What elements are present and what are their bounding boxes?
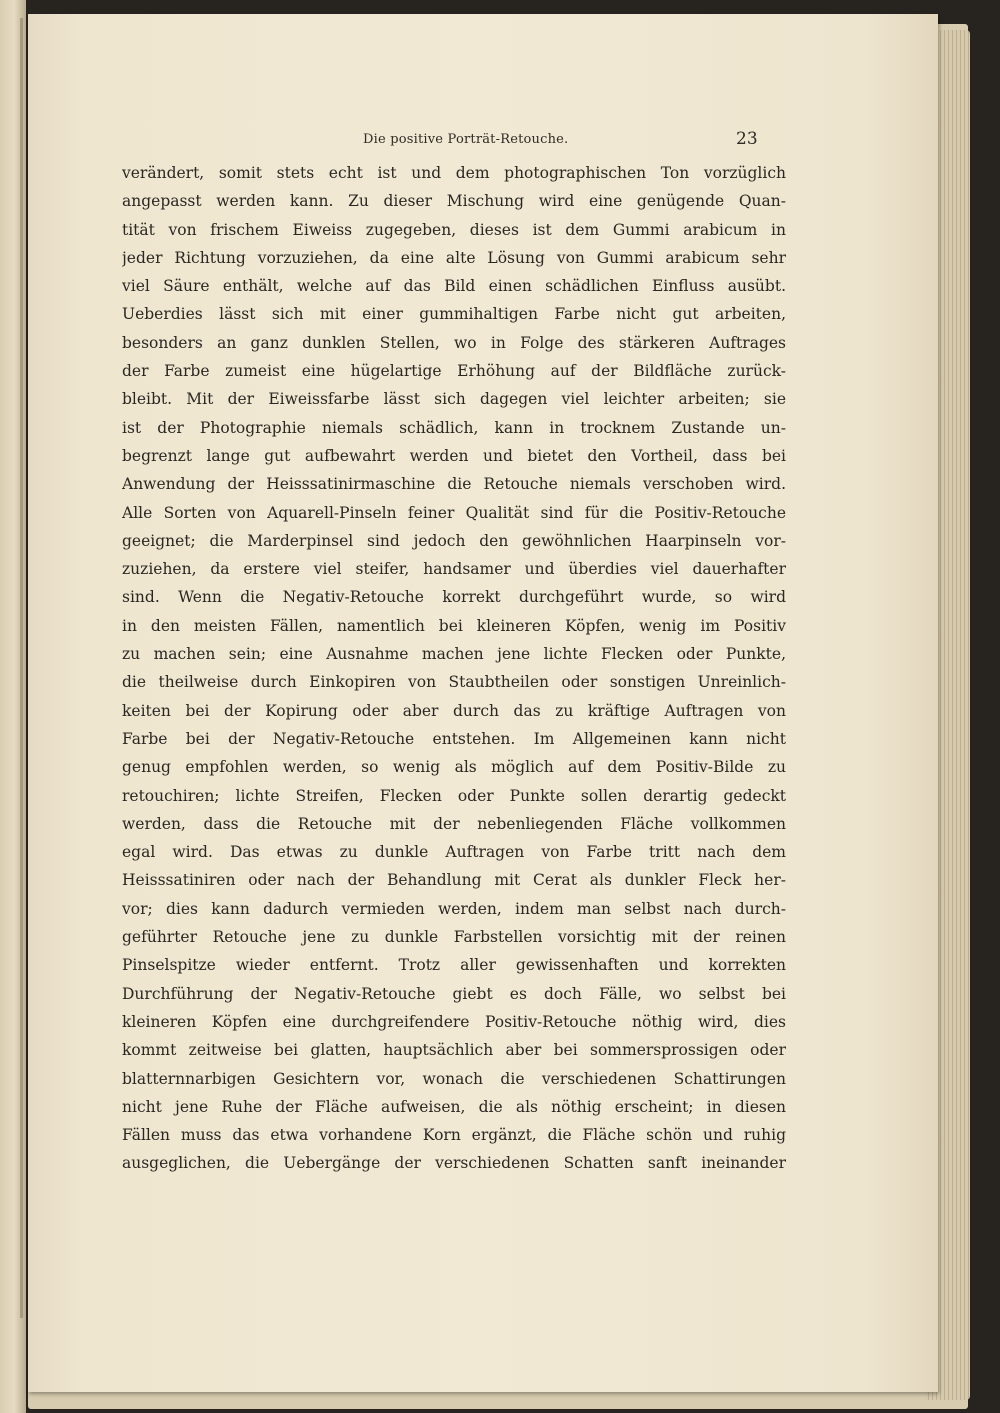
text-line: geführter Retouche jene zu dunkle Farbstellen vorsichtig mit der reinen bbox=[122, 928, 786, 947]
text-line: genug empfohlen werden, so wenig als möglich auf dem Positiv-Bilde zu bbox=[122, 758, 786, 777]
text-line: kleineren Köpfen eine durchgreifendere Positiv-Retouche nöthig wird, dies bbox=[122, 1012, 786, 1031]
text-line: werden, dass die Retouche mit der nebenliegenden Fläche vollkommen bbox=[122, 814, 786, 833]
text-line: verändert, somit stets echt ist und dem photographischen Ton vorzüglich bbox=[122, 164, 786, 182]
left-page-fold bbox=[20, 18, 23, 1318]
text-line: sind. Wenn die Negativ-Retouche korrekt durchgeführt wurde, so wird bbox=[122, 588, 786, 607]
text-line: Fällen muss das etwa vorhandene Korn ergänzt, die Fläche schön und ruhig bbox=[122, 1126, 786, 1145]
text-line: Farbe bei der Negativ-Retouche entstehen. Im Allgemeinen kann nicht bbox=[122, 729, 786, 748]
text-line: tität von frischem Eiweiss zugegeben, dieses ist dem Gummi arabicum in bbox=[122, 220, 786, 239]
book-page bbox=[28, 14, 938, 1392]
left-page-edge bbox=[0, 0, 26, 1413]
text-line: egal wird. Das etwas zu dunkle Auftragen von Farbe tritt nach dem bbox=[122, 843, 786, 862]
text-line: der Farbe zumeist eine hügelartige Erhöhung auf der Bildfläche zurück- bbox=[122, 362, 786, 381]
text-line: geeignet; die Marderpinsel sind jedoch den gewöhnlichen Haarpinseln vor- bbox=[122, 531, 786, 550]
text-line: retouchiren; lichte Streifen, Flecken oder Punkte sollen derartig gedeckt bbox=[122, 786, 786, 805]
text-line: keiten bei der Kopirung oder aber durch das zu kräftige Auftragen von bbox=[122, 701, 786, 720]
text-line: Ueberdies lässt sich mit einer gummihaltigen Farbe nicht gut arbeiten, bbox=[122, 305, 786, 324]
text-line: vor; dies kann dadurch vermieden werden, indem man selbst nach durch- bbox=[122, 899, 786, 918]
text-line: begrenzt lange gut aufbewahrt werden und bietet den Vortheil, dass bei bbox=[122, 446, 786, 465]
page-number: 23 bbox=[736, 129, 758, 149]
text-line: die theilweise durch Einkopiren von Staubtheilen oder sonstigen Unreinlich- bbox=[122, 673, 786, 692]
text-line: viel Säure enthält, welche auf das Bild einen schädlichen Einfluss ausübt. bbox=[122, 277, 786, 296]
running-head: Die positive Porträt-Retouche. bbox=[363, 132, 569, 147]
text-line: jeder Richtung vorzuziehen, da eine alte Lösung von Gummi arabicum sehr bbox=[122, 248, 786, 267]
text-line: Alle Sorten von Aquarell-Pinseln feiner Qualität sind für die Positiv-Retouche bbox=[122, 503, 786, 522]
text-line: nicht jene Ruhe der Fläche aufweisen, die als nöthig erscheint; in diesen bbox=[122, 1097, 786, 1116]
body-text bbox=[122, 159, 786, 1178]
text-line: angepasst werden kann. Zu dieser Mischung wird eine genügende Quan- bbox=[122, 192, 786, 211]
text-line: kommt zeitweise bei glatten, hauptsächlich aber bei sommersprossigen oder bbox=[122, 1041, 786, 1060]
text-line: Heisssatiniren oder nach der Behandlung mit Cerat als dunkler Fleck her- bbox=[122, 871, 786, 890]
text-line: in den meisten Fällen, namentlich bei kleineren Köpfen, wenig im Positiv bbox=[122, 616, 786, 635]
text-line: ausgeglichen, die Uebergänge der verschiedenen Schatten sanft ineinander bbox=[122, 1154, 786, 1173]
text-line: zu machen sein; eine Ausnahme machen jene lichte Flecken oder Punkte, bbox=[122, 645, 786, 664]
text-line: Pinselspitze wieder entfernt. Trotz aller gewissenhaften und korrekten bbox=[122, 956, 786, 975]
text-line: Anwendung der Heisssatinirmaschine die Retouche niemals verschoben wird. bbox=[122, 475, 786, 494]
text-line: ist der Photographie niemals schädlich, kann in trocknem Zustande un- bbox=[122, 418, 786, 437]
text-line: besonders an ganz dunklen Stellen, wo in Folge des stärkeren Auftrages bbox=[122, 333, 786, 352]
text-line: zuziehen, da erstere viel steifer, handsamer und überdies viel dauerhafter bbox=[122, 560, 786, 579]
text-line: Durchführung der Negativ-Retouche giebt es doch Fälle, wo selbst bei bbox=[122, 984, 786, 1003]
text-line: bleibt. Mit der Eiweissfarbe lässt sich dagegen viel leichter arbeiten; sie bbox=[122, 390, 786, 409]
text-line: blatternnarbigen Gesichtern vor, wonach die verschiedenen Schattirungen bbox=[122, 1069, 786, 1088]
